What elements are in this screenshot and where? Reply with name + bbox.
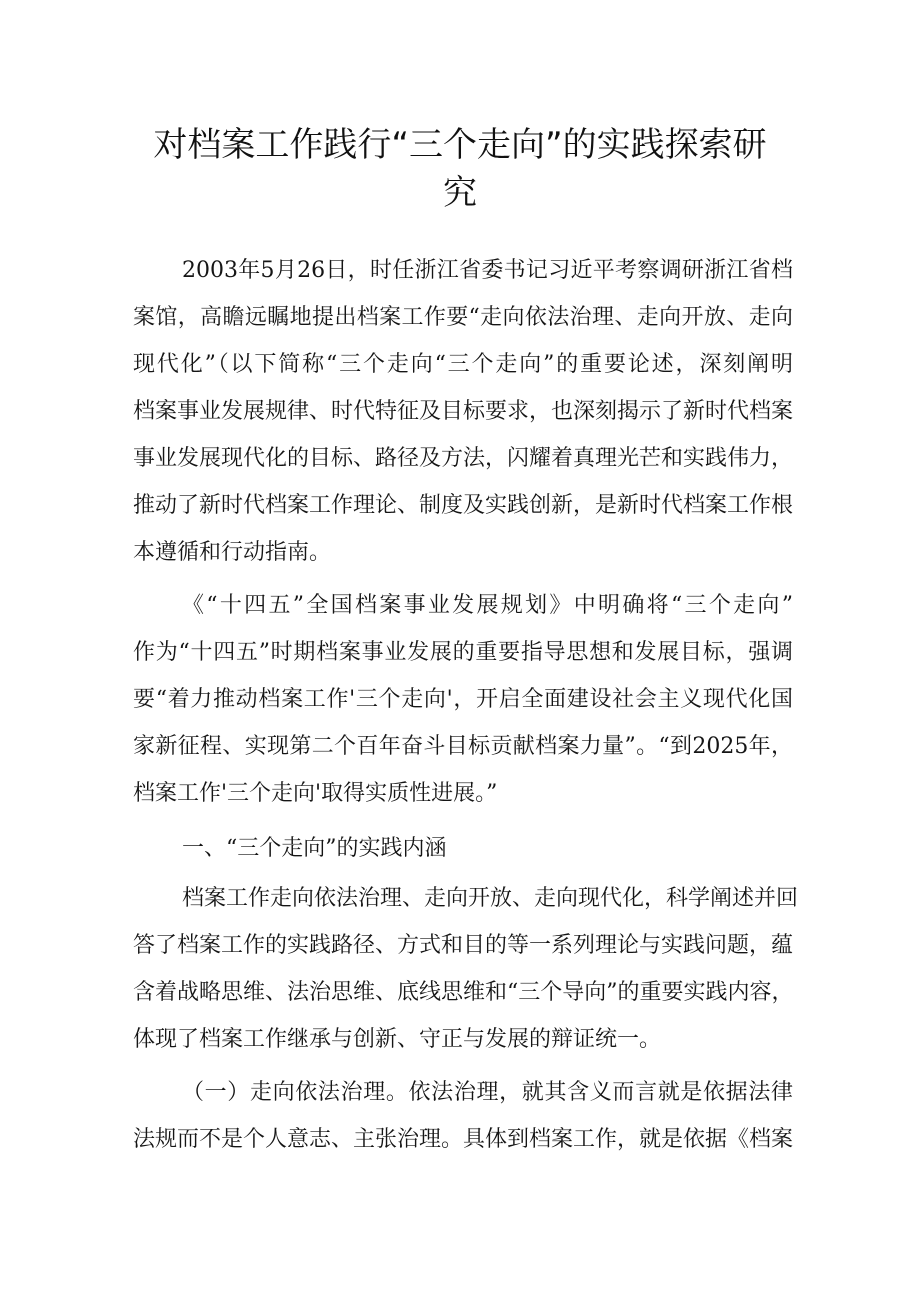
paragraph-line: 事业发展现代化的目标、路径及方法，闪耀着真理光芒和实践伟力，	[133, 446, 794, 471]
paragraph-line: 家新征程、实现第二个百年奋斗目标贡献档案力量”。“到2025年，	[133, 734, 793, 759]
paragraph-line: 档案工作走向依法治理、走向开放、走向现代化，科学阐述并回	[182, 886, 799, 911]
section-heading: 一、“三个走向”的实践内涵	[182, 836, 447, 861]
paragraph-line: 现代化”（以下简称“三个走向“三个走向”的重要论述，深刻阐明	[133, 352, 793, 377]
document-title: 对档案工作践行“三个走向”的实践探索研	[153, 125, 767, 165]
paragraph-line: 档案工作'三个走向'取得实质性进展。”	[133, 781, 498, 806]
document-title-continued: 究	[443, 173, 477, 213]
paragraph-line: 作为“十四五”时期档案事业发展的重要指导思想和发展目标，强调	[133, 640, 793, 665]
paragraph-line: 体现了档案工作继承与创新、守正与发展的辩证统一。	[133, 1027, 662, 1052]
paragraph-line: 本遵循和行动指南。	[133, 540, 332, 565]
paragraph-line: （一）走向依法治理。依法治理，就其含义而言就是依据法律	[182, 1080, 793, 1105]
paragraph-line: 推动了新时代档案工作理论、制度及实践创新，是新时代档案工作根	[133, 493, 794, 518]
paragraph-line: 要“着力推动档案工作'三个走向'，开启全面建设社会主义现代化国	[133, 687, 793, 712]
paragraph-line: 法规而不是个人意志、主张治理。具体到档案工作，就是依据《档案	[133, 1127, 794, 1152]
paragraph-line: 《“十四五”全国档案事业发展规划》中明确将“三个走向”	[182, 593, 793, 618]
paragraph-line: 答了档案工作的实践路径、方式和目的等一系列理论与实践问题，蕴	[133, 933, 794, 958]
paragraph-line: 2003年5月26日，时任浙江省委书记习近平考察调研浙江省档	[182, 258, 793, 283]
paragraph-line: 含着战略思维、法治思维、底线思维和“三个导向”的重要实践内容，	[133, 980, 794, 1005]
paragraph-line: 档案事业发展规律、时代特征及目标要求，也深刻揭示了新时代档案	[133, 399, 794, 424]
paragraph-line: 案馆，高瞻远瞩地提出档案工作要“走向依法治理、走向开放、走向	[133, 305, 793, 330]
